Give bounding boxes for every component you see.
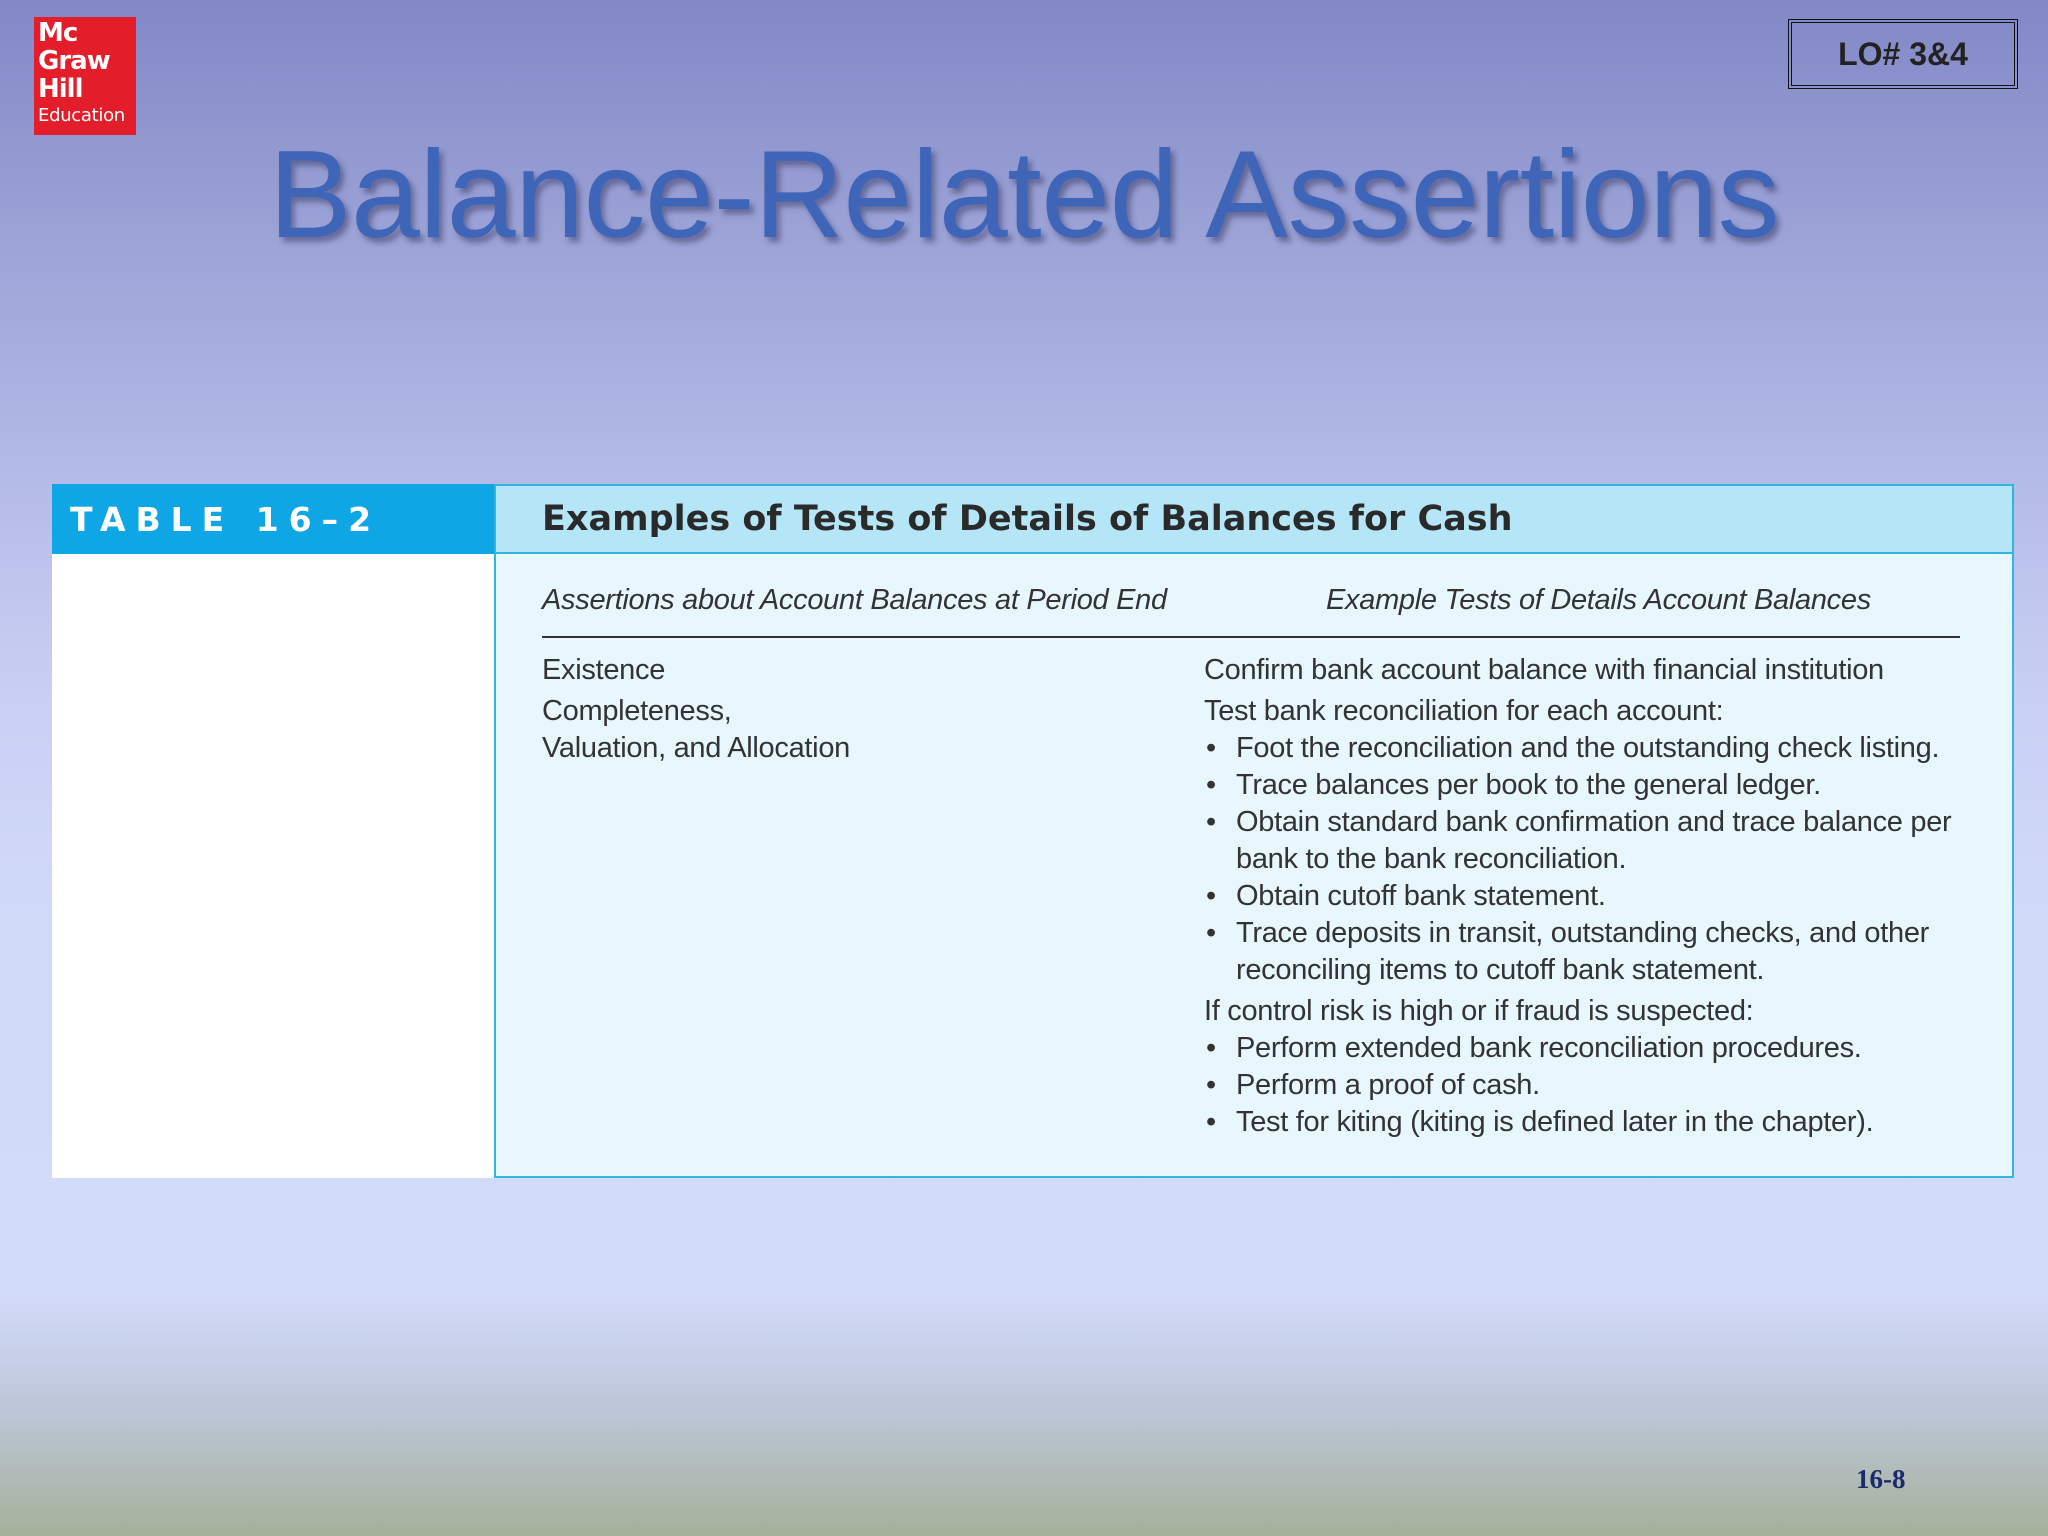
test-bullet: • Test for kiting (kiting is defined later in the chapter).: [1204, 1104, 1964, 1141]
logo-line-2: Graw: [38, 46, 110, 76]
table-heading: Examples of Tests of Details of Balances for Cash: [496, 486, 2012, 554]
mcgraw-hill-logo: [34, 17, 136, 135]
test-existence: Confirm bank account balance with financial institution: [1204, 654, 1884, 686]
test-intro: Test bank reconciliation for each account:: [1204, 695, 1724, 727]
assertion-existence: Existence: [542, 654, 666, 686]
logo-line-1: Mc: [38, 18, 78, 48]
test-bullet: • Perform extended bank reconciliation procedures.: [1204, 1030, 1964, 1067]
logo-line-3: Hill: [38, 74, 83, 104]
test-bullet: • Trace balances per book to the general ledger.: [1204, 767, 1964, 804]
learning-objective-badge: LO# 3&4: [1788, 19, 2018, 89]
slide-title: Balance-Related Assertions: [268, 126, 1780, 264]
page-number: 16-8: [1856, 1464, 1906, 1494]
test-bullet: • Foot the reconciliation and the outstanding check listing.: [1204, 730, 1964, 767]
logo-line-4: Education: [38, 105, 125, 126]
cash-tests-table: [52, 484, 2014, 1178]
table-number-label: TABLE 16–2: [52, 484, 494, 554]
assertions-column-header: Assertions about Account Balances at Period End: [542, 584, 1167, 616]
test-bullet: • Obtain standard bank confirmation and trace balance per bank to the bank reconciliation.: [1204, 804, 1964, 878]
assertion-completeness: Completeness,: [542, 695, 732, 727]
table-body: [494, 484, 2014, 1178]
tests-column-header: Example Tests of Details Account Balances: [1326, 584, 1871, 616]
assertion-valuation: Valuation, and Allocation: [542, 732, 850, 764]
test-bullet: • Perform a proof of cash.: [1204, 1067, 1964, 1104]
test-bullet: • Trace deposits in transit, outstanding checks, and other reconciling items to cutoff bank statement.: [1204, 915, 1964, 989]
test-intro-2: If control risk is high or if fraud is suspected:: [1204, 995, 1754, 1027]
header-divider: [542, 636, 1960, 638]
tests-list: [1204, 652, 1964, 1141]
table-left-column: [52, 484, 494, 1178]
test-bullet: • Obtain cutoff bank statement.: [1204, 878, 1964, 915]
